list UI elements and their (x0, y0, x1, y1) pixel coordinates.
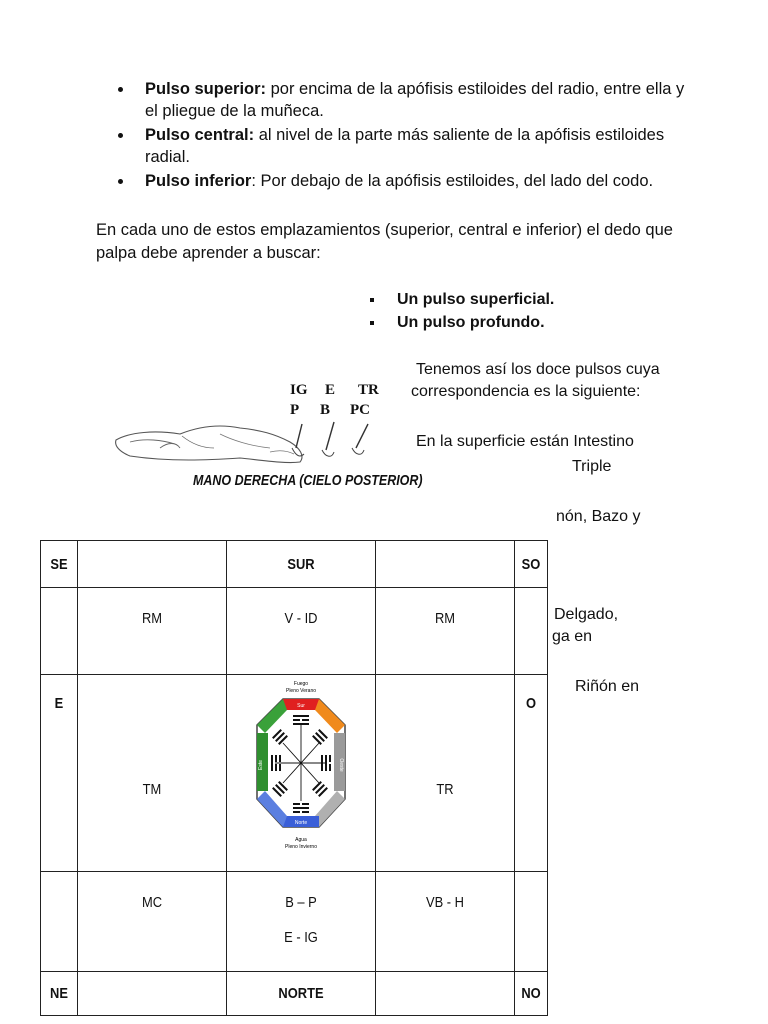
bagua-bottom-label-b: Pleno Invierno (285, 844, 317, 850)
hand-figure (110, 380, 410, 475)
bagua-bottom-label-a: Agua (295, 837, 307, 843)
body-text: ga en (552, 628, 593, 645)
table-cell (376, 972, 515, 1016)
list-item-text: Un pulso superficial. (397, 291, 555, 308)
body-text: Delgado, (554, 606, 619, 623)
body-text: nón, Bazo y (556, 508, 641, 525)
body-text: Riñón en (575, 678, 640, 695)
list-item-label: Pulso central: (145, 126, 255, 144)
body-text: correspondencia es la siguiente: (411, 383, 641, 400)
square-bullet-icon (370, 321, 374, 325)
table-row (41, 872, 548, 972)
bagua-top-label-a: Fuego (293, 681, 309, 687)
hand-letter-tr: TR (358, 382, 379, 398)
table-cell (515, 588, 548, 675)
table-row (41, 588, 548, 675)
bullet-icon (118, 133, 123, 138)
hand-letter-pc: PC (350, 402, 370, 418)
cell-v-id: V - ID (227, 588, 376, 675)
list-item-text: : Por debajo de la apófisis estiloides, del lado del codo. (251, 172, 654, 190)
bagua-diagram (239, 675, 363, 871)
pulse-type-list (368, 288, 554, 334)
list-item-text: Un pulso profundo. (397, 314, 545, 331)
list-item (118, 78, 698, 122)
list-item-label: Pulso superior: (145, 80, 267, 98)
body-text: En la superficie están Intestino (416, 433, 634, 450)
bagua-top-label-b: Pleno Verano (285, 688, 317, 694)
table-row (41, 972, 548, 1016)
list-item (118, 124, 698, 168)
table-row (41, 541, 548, 588)
bagua-east-label: Este (258, 759, 264, 771)
table-cell (41, 872, 78, 972)
list-item-text: por encima de la apófisis estiloides del radio, entre ella y el pliegue de la muñeca. (145, 80, 685, 120)
cell-e-ig-text: E - IG (284, 929, 318, 946)
hand-caption: MANO DERECHA (CIELO POSTERIOR) (193, 473, 423, 489)
intro-paragraph: En cada uno de estos emplazamientos (superior, central e inferior) el dedo que palpa debe aprender a buscar: (96, 221, 673, 262)
list-item (368, 288, 554, 311)
body-text: Triple (572, 458, 612, 475)
cell-so: SO (515, 541, 548, 588)
list-item (368, 311, 554, 334)
cell-e: E (41, 675, 78, 872)
cell-rm-left: RM (78, 588, 227, 675)
bullet-icon (118, 179, 123, 184)
bullet-icon (118, 87, 123, 92)
bagua-west-label: Oeste (338, 758, 344, 772)
directions-table (40, 540, 548, 1016)
list-item (118, 170, 698, 192)
cell-norte: NORTE (227, 972, 376, 1016)
table-cell (78, 972, 227, 1016)
cell-rm-right: RM (376, 588, 515, 675)
pulse-location-list (118, 78, 698, 194)
list-item-label: Pulso inferior (145, 172, 252, 190)
cell-no: NO (515, 972, 548, 1016)
table-cell (515, 872, 548, 972)
table-cell (41, 588, 78, 675)
cell-mc: MC (78, 872, 227, 972)
hand-letter-b: B (320, 402, 331, 418)
table-row (41, 675, 548, 872)
list-item-text: al nivel de la parte más saliente de la apófisis estiloides radial. (145, 126, 665, 166)
hand-drawing-icon (110, 418, 410, 473)
cell-sur: SUR (227, 541, 376, 588)
body-text: Tenemos así los doce pulsos cuya (416, 361, 660, 378)
cell-tm: TM (78, 675, 227, 872)
table-cell (376, 541, 515, 588)
hand-letter-e: E (325, 382, 336, 398)
cell-vb-h: VB - H (376, 872, 515, 972)
hand-letter-p: P (290, 402, 300, 418)
cell-b-p-text: B – P (285, 894, 317, 911)
cell-tr: TR (376, 675, 515, 872)
bagua-south-label: Sur (297, 703, 305, 709)
table-cell (78, 541, 227, 588)
bagua-north-label: Norte (294, 820, 308, 826)
cell-b-p (227, 872, 376, 972)
bagua-cell (227, 675, 376, 872)
cell-ne: NE (41, 972, 78, 1016)
cell-o: O (515, 675, 548, 872)
square-bullet-icon (370, 298, 374, 302)
hand-letter-ig: IG (290, 382, 308, 398)
cell-se: SE (41, 541, 78, 588)
